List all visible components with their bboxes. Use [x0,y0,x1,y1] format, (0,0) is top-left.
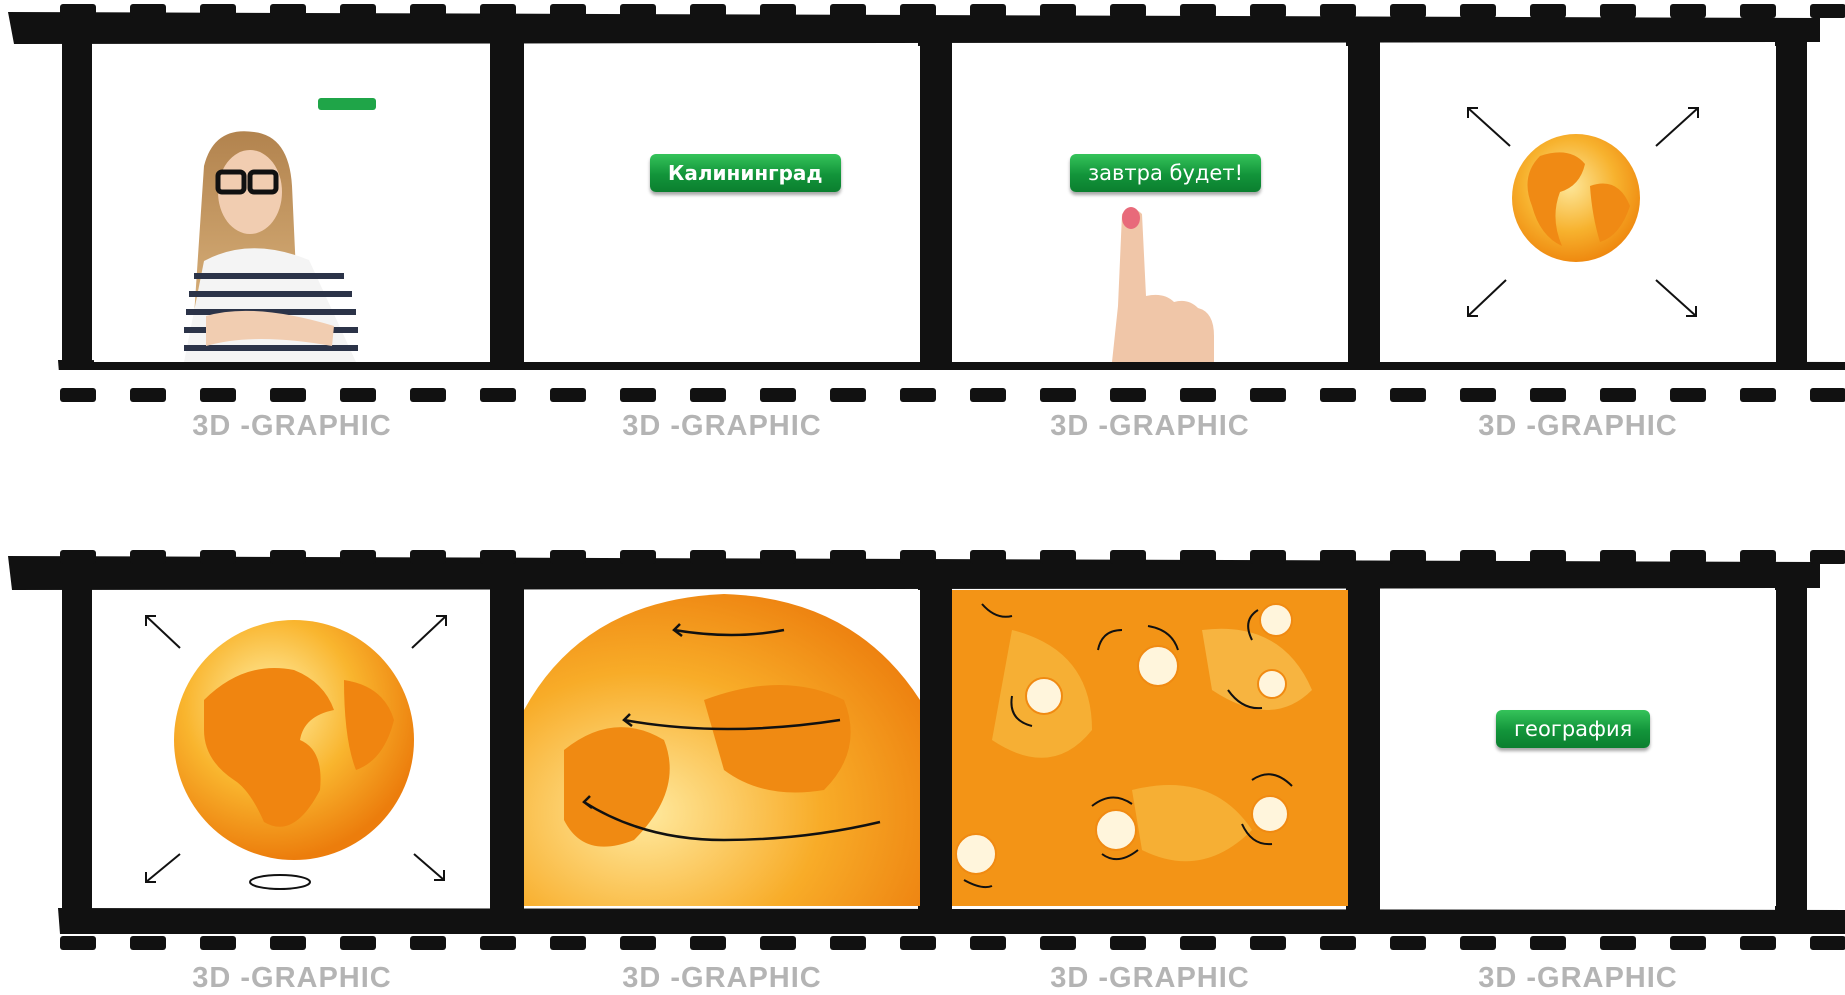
frame-caption: 3D -GRAPHIC [1478,410,1678,442]
frame-7 [952,590,1348,906]
geography-button[interactable]: география [1496,710,1650,748]
kaliningrad-button[interactable]: Калининград [650,154,841,192]
film-strip-2 [0,0,1845,370]
frame-caption: 3D -GRAPHIC [192,410,392,442]
large-globe-image [94,590,490,906]
frame-5 [94,590,490,906]
frame-caption: 3D -GRAPHIC [1050,410,1250,442]
frame-caption: 3D -GRAPHIC [622,410,822,442]
frame-6 [524,590,920,906]
frame-caption: 3D -GRAPHIC [192,962,392,994]
frame-caption: 3D -GRAPHIC [1050,962,1250,994]
globe-closeup-image [524,590,920,906]
tomorrow-button[interactable]: завтра будет! [1070,154,1261,192]
frame-caption: 3D -GRAPHIC [1478,962,1678,994]
frame-caption: 3D -GRAPHIC [622,962,822,994]
orange-slices-image [952,590,1348,906]
frame-8 [1380,590,1776,906]
